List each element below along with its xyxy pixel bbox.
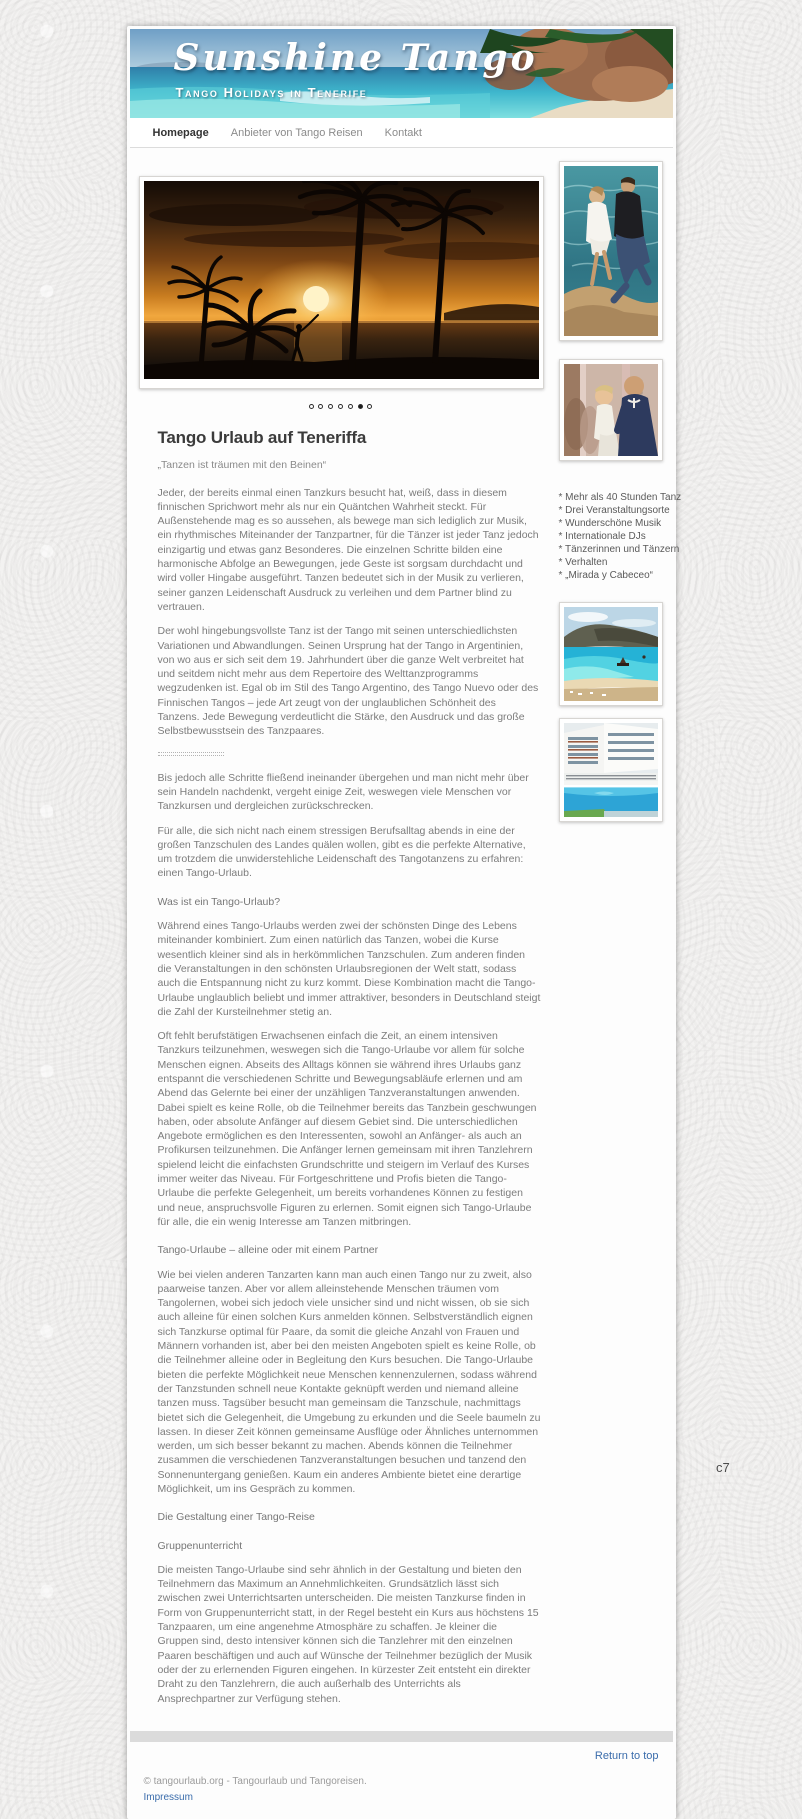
highlight-item: * Internationale DJs bbox=[559, 530, 663, 543]
slider-pagination bbox=[139, 396, 543, 414]
sidebar-image-indoor-dancers bbox=[559, 359, 663, 461]
slider-dot[interactable] bbox=[309, 404, 314, 409]
article-paragraph: Während eines Tango-Urlaubs werden zwei der schönsten Dinge des Lebens miteinander kombiniert. Zum einen natürlich das Tanzen, wobei die Kurse wesentlich kleiner sind als in herkömmlichen Tanzschulen. Zum anderen finden die Veranstaltungen in den schönsten Urlaubsregionen der Welt statt, sodass auch die Entspannung nicht zu kurz kommt. Diese Kombination macht die Tango-Urlaube unglaublich beliebt und immer attraktiver, besonders in Deutschland steigt die Zahl der Kursteilnehmer stetig an. bbox=[157, 920, 541, 1018]
article-paragraph: Wie bei vielen anderen Tanzarten kann man auch einen Tango nur zu zweit, also paarweise tanzen. Aber vor allem alleinstehende Menschen träumen vom Tangolernen, wobei sich jedoch viele unsicher sind und nicht wissen, ob sie sich auch alleine für einen solchen Kurs anmelden können. Selbstverständlich eignen sich Tanzkurse optimal für Paare, da somit die gleiche Anzahl von Frauen und Männern vorhanden ist, aber bei den meisten Angeboten spielt es keine Rolle, ob die Teilnehmer alleine oder in Begleitung den Kurs besuchen. Die Tango-Urlaube bieten die perfekte Möglichkeit neue Menschen kennenzulernen, sodass während der Tanzstunden schnell neue Kontakte geknüpft werden und niemand alleine tanzen muss. Tagsüber besucht man gemeinsam die Tanzschule, nachmittags bietet sich die Gelegenheit, die Umgebung zu erkunden und die Seele baumeln zu lassen. In dieser Zeit können gemeinsame Ausflüge oder Ähnliches unternommen werden, um sich besser bekannt zu machen. Abends können die Teilnehmer zusammen die verschiedenen Tanzveranstaltungen besuchen und tanzend den Sonnenuntergang genießen. Kaum ein anderes Ambiente bietet eine derartige Möglichkeit, um ins Gespräch zu kommen. bbox=[157, 1268, 541, 1495]
page-sheet bbox=[127, 26, 682, 1819]
sidebar-image-hotel-pool bbox=[559, 718, 663, 822]
sidebar-image-couple-sea bbox=[559, 161, 663, 341]
article-paragraph: Bis jedoch alle Schritte fließend ineinander übergehen und man nicht mehr über sein Handeln nachdenkt, vergeht einige Zeit, weswegen viele Menschen vor Tanzkursen und dergleichen zurückschrecken. bbox=[157, 771, 529, 813]
footer-divider bbox=[130, 1731, 673, 1742]
sidebar bbox=[559, 148, 682, 1716]
highlight-item: * Drei Veranstaltungsorte bbox=[559, 504, 663, 517]
nav-item-kontakt[interactable]: Kontakt bbox=[384, 126, 422, 139]
article-paragraph: Oft fehlt berufstätigen Erwachsenen einfach die Zeit, an einem intensiven Tanzkurs teilzunehmen, weswegen sich die Tango-Urlaube vor allem für solche Menschen eignen. Abseits des Alltags können sie während ihres Urlaubs ganz entspannt die verschiedenen Schritte und Bewegungsabläufe erlernen und am Abend das Gelernte bei einer der unzähligen Tanzveranstaltungen anwenden. Dabei spielt es keine Rolle, ob die Teilnehmer bereits das Tanzbein geschwungen haben, oder absolute Anfänger auf diesem Gebiet sind. Die unterschiedlichen Angebote ermöglichen es den Interessenten, sowohl an Anfänger- als auch an Profikursen teilzunehmen. Die Anfänger lernen gemeinsam mit ihren Tanzlehrern spielend leicht die einfachsten Grundschritte und steigern im Verlauf des Kurses immer weiter das Niveau. Für Fortgeschrittene und Profis bieten die Tango-Urlaube die perfekte Gelegenheit, um bereits vorhandenes Können zu festigen und neue, anspruchsvolle Figuren zu erlernen. Somit eignen sich Tango-Urlaube für alle, die ein wenig Interesse am Tanzen mitbringen. bbox=[157, 1030, 537, 1228]
highlight-item: * Tänzerinnen und Tänzern bbox=[559, 543, 663, 556]
main-nav bbox=[130, 118, 673, 148]
impressum-link[interactable]: Impressum bbox=[143, 1791, 193, 1803]
article-subhead: Was ist ein Tango-Urlaub? bbox=[157, 895, 281, 908]
article-subhead: Die Gestaltung einer Tango-Reise bbox=[157, 1511, 315, 1524]
article-quote: „Tanzen ist träumen mit den Beinen“ bbox=[157, 459, 327, 472]
article bbox=[157, 428, 541, 1706]
sidebar-image-bay bbox=[559, 602, 663, 706]
slider-dot[interactable] bbox=[328, 404, 333, 409]
article-paragraph: Der wohl hingebungsvollste Tanz ist der Tango mit seinen unterschiedlichsten Variationen und Abwandlungen. Seinen Ursprung hat der Tango in Argentinien, von wo aus er sich seit dem 19. Jahrhundert über die ganze Welt verbreitet hat und seitdem nicht mehr aus dem Repertoire des Welttanzprogramms wegzudenken ist. Egal ob im Stil des Tango Argentino, des Tango Nuevo oder des Finnischen Tangos – jede Art zeugt von der unglaublichen Schönheit des Tanzens. Jede Bewegung verdeutlicht die Stärke, den Ausdruck und das große Selbstbewusstsein des Tanzpaares. bbox=[157, 625, 539, 738]
footer bbox=[130, 1742, 673, 1819]
highlight-item: * Wunderschöne Musik bbox=[559, 517, 663, 530]
highlight-item: * Mehr als 40 Stunden Tanz bbox=[559, 491, 663, 504]
image-slider bbox=[139, 176, 544, 389]
nav-item-homepage[interactable]: Homepage bbox=[152, 126, 209, 139]
watermark-label: c7 bbox=[716, 1460, 730, 1475]
dotted-separator bbox=[158, 752, 224, 756]
article-subhead: Tango-Urlaube – alleine oder mit einem Partner bbox=[157, 1244, 379, 1257]
article-paragraph: Jeder, der bereits einmal einen Tanzkurs besucht hat, weiß, dass in diesem finnischen Sprichwort mehr als nur ein Quäntchen Wahrheit steckt. Für Außenstehende mag es so aussehen, als bewege man sich lediglich zur Musik, ein rhythmisches Miteinander der Tanzpartner, für die Tänzer ist jeder Tanz jedoch einzigartig und etwas ganz Besonderes. Die einzelnen Schritte bilden eine harmonische Abfolge an Bewegungen, jede Geste ist sorgsam durchdacht und wird voller Hingabe ausgeführt. Tanzen bedeutet sich in der Musik zu verlieren, seiner ganzen Leidenschaft Ausdruck zu verleihen und dem Partner blind zu vertrauen. bbox=[157, 486, 539, 613]
article-subhead: Gruppenunterricht bbox=[157, 1539, 243, 1552]
article-paragraph: Die meisten Tango-Urlaube sind sehr ähnlich in der Gestaltung und bieten den Teilnehmern das Maximum an Annehmlichkeiten. Grundsätzlich lässt sich zwischen zwei Unterrichtsarten unterscheiden. Die meisten Tanzkurse finden in Form von Gruppenunterricht statt, in der Regel besteht ein Kurs aus höchstens 15 Tanzpaaren, um eine angenehme Atmosphäre zu schaffen. Je kleiner die Gruppen sind, desto intensiver können sich die Tanzlehrer mit den einzelnen Paaren beschäftigen und auch auf Wünsche der Teilnehmer bezüglich der Musik oder der zu erlernenden Figuren eingehen. In kürzester Zeit entsteht ein direkter Draht zu den Tanzlehrern, die auch außerhalb des Unterrichts als Ansprechpartner zur Verfügung stehen. bbox=[157, 1563, 539, 1705]
slider-dot[interactable] bbox=[348, 404, 353, 409]
content-area bbox=[130, 148, 682, 1716]
slider-dot[interactable] bbox=[367, 404, 372, 409]
slider-dot-active[interactable] bbox=[358, 404, 363, 409]
copyright-text: © tangourlaub.org - Tangourlaub und Tangoreisen. bbox=[143, 1775, 367, 1787]
slider-dot[interactable] bbox=[338, 404, 343, 409]
highlight-item: * „Mirada y Cabeceo“ bbox=[559, 569, 663, 582]
nav-item-anbieter[interactable]: Anbieter von Tango Reisen bbox=[230, 126, 363, 139]
article-paragraph: Für alle, die sich nicht nach einem stressigen Berufsalltag abends in eine der großen Tanzschulen des Landes quälen wollen, gibt es die perfekte Alternative, um trotzdem die unwiderstehliche Leidenschaft des Tangotanzens zu erfahren: einen Tango-Urlaub. bbox=[157, 824, 526, 880]
site-logo: Sunshine Tango bbox=[173, 37, 538, 79]
sunset-golfer-slide-image bbox=[144, 181, 539, 379]
slider-dot[interactable] bbox=[318, 404, 323, 409]
return-to-top-link[interactable]: Return to top bbox=[594, 1749, 659, 1762]
highlights-list bbox=[559, 491, 682, 582]
highlight-item: * Verhalten bbox=[559, 556, 663, 569]
header-banner bbox=[130, 29, 673, 118]
main-column bbox=[139, 148, 543, 1716]
page-title: Tango Urlaub auf Teneriffa bbox=[157, 428, 367, 447]
site-tagline: Tango Holidays in Tenerife bbox=[175, 85, 368, 100]
